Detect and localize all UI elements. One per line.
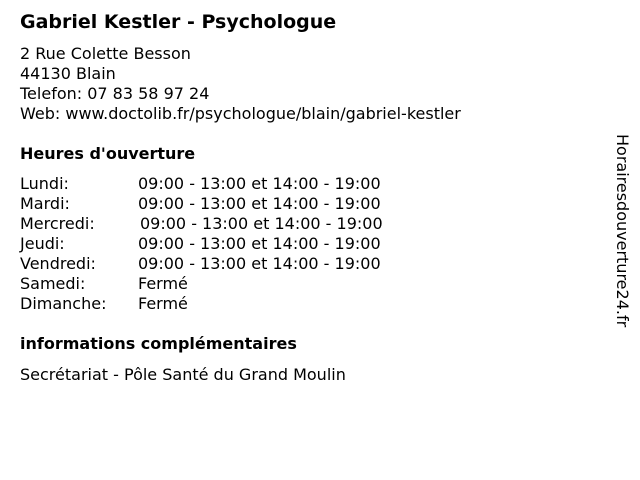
hours-row-sunday xyxy=(20,294,440,314)
opening-hours-list xyxy=(20,174,440,314)
day-label: Vendredi: xyxy=(20,254,96,273)
hours-row-thursday xyxy=(20,234,440,254)
hours-value: 09:00 - 13:00 et 14:00 - 19:00 xyxy=(140,214,383,233)
website-link[interactable]: Web: www.doctolib.fr/psychologue/blain/gabriel-kestler xyxy=(20,104,461,123)
hours-value: 09:00 - 13:00 et 14:00 - 19:00 xyxy=(138,234,381,253)
page-title: Gabriel Kestler - Psychologue xyxy=(20,11,337,33)
day-label: Mercredi: xyxy=(20,214,95,233)
additional-info-text: Secrétariat - Pôle Santé du Grand Moulin xyxy=(20,365,346,384)
address-city: 44130 Blain xyxy=(20,64,116,83)
hours-row-monday xyxy=(20,174,440,194)
hours-value: 09:00 - 13:00 et 14:00 - 19:00 xyxy=(138,194,381,213)
site-watermark: Horairesdouverture24.fr xyxy=(613,134,632,328)
hours-value: 09:00 - 13:00 et 14:00 - 19:00 xyxy=(138,174,381,193)
day-label: Mardi: xyxy=(20,194,70,213)
hours-row-saturday xyxy=(20,274,440,294)
hours-row-wednesday xyxy=(20,214,440,234)
opening-hours-heading: Heures d'ouverture xyxy=(20,144,196,163)
hours-value: 09:00 - 13:00 et 14:00 - 19:00 xyxy=(138,254,381,273)
day-label: Dimanche: xyxy=(20,294,107,313)
phone-number: Telefon: 07 83 58 97 24 xyxy=(20,84,210,103)
hours-value: Fermé xyxy=(138,294,188,313)
day-label: Jeudi: xyxy=(20,234,65,253)
address-street: 2 Rue Colette Besson xyxy=(20,44,191,63)
hours-row-tuesday xyxy=(20,194,440,214)
hours-value: Fermé xyxy=(138,274,188,293)
day-label: Samedi: xyxy=(20,274,86,293)
hours-row-friday xyxy=(20,254,440,274)
contact-block xyxy=(20,44,461,124)
additional-info-heading: informations complémentaires xyxy=(20,334,297,353)
day-label: Lundi: xyxy=(20,174,69,193)
